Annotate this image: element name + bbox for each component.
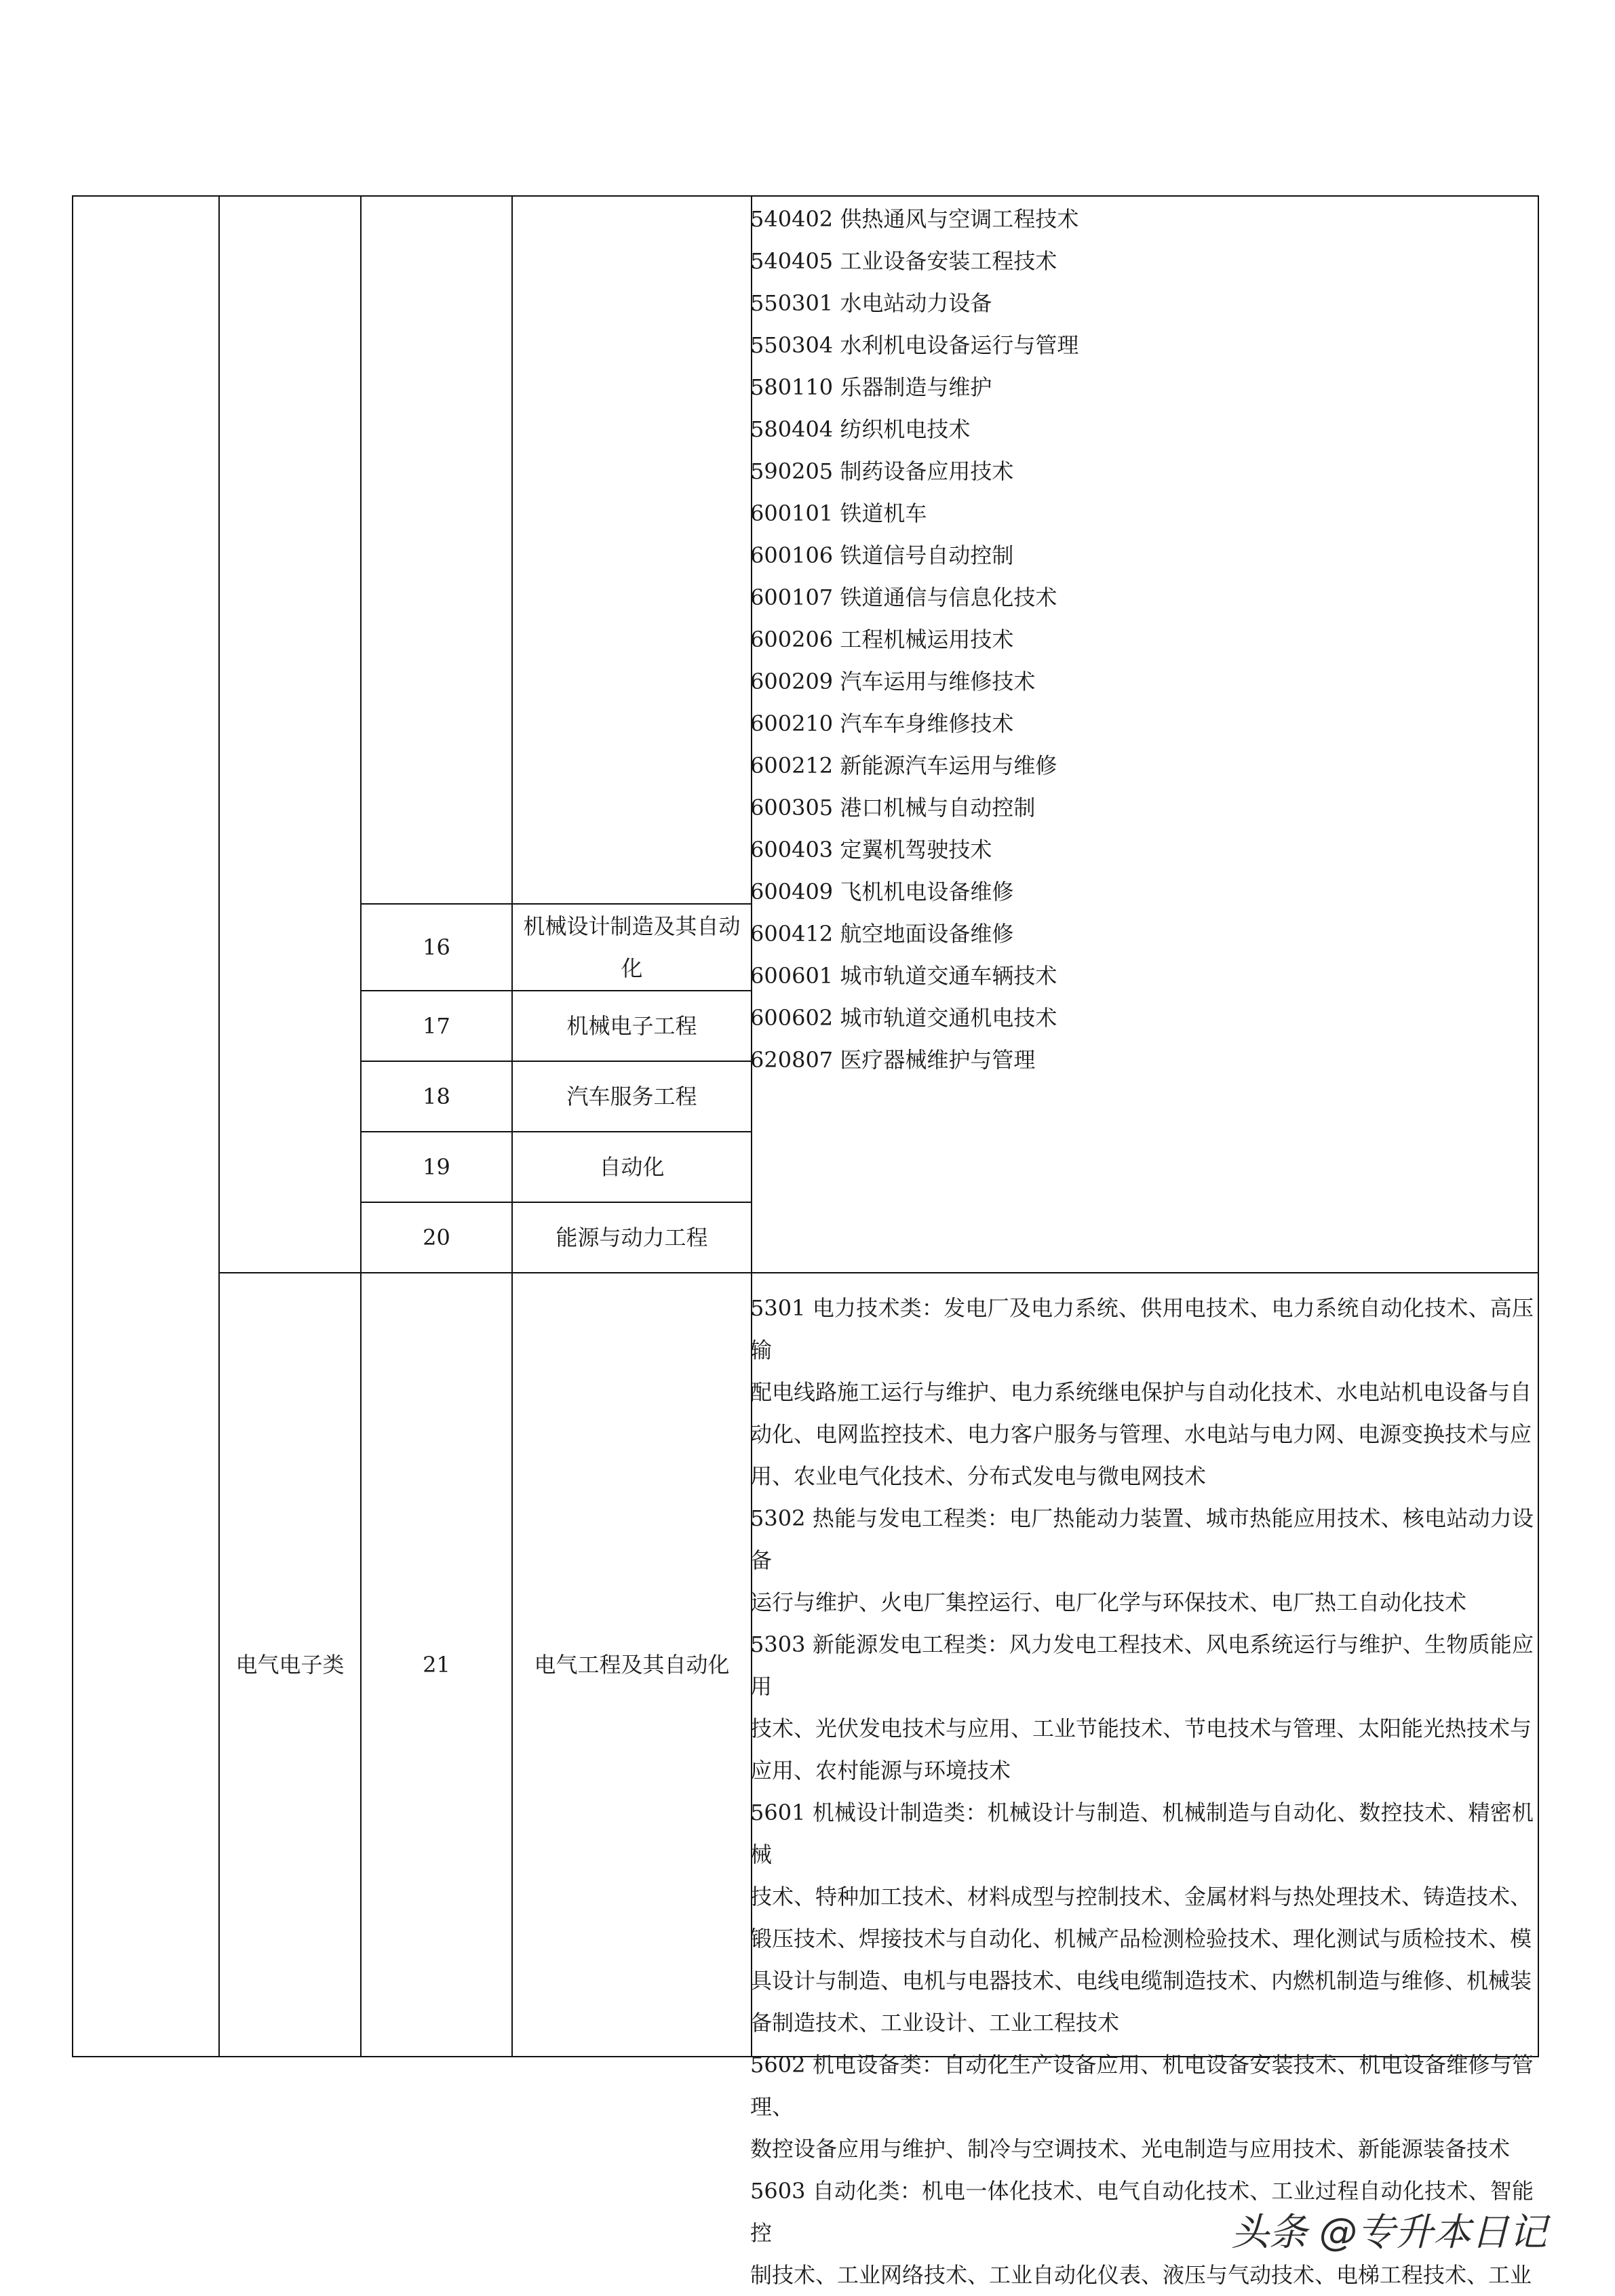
- program-text-line: 5602 机电设备类：自动化生产设备应用、机电设备安装技术、机电设备维修与管理、: [750, 2052, 1534, 2120]
- program-item: 620807 医疗器械维护与管理: [750, 1047, 1036, 1073]
- major-name-line: 化: [621, 955, 643, 981]
- row-number: 16: [423, 934, 450, 960]
- row-number: 19: [423, 1154, 450, 1180]
- program-text-line: 用、农业电气化技术、分布式发电与微电网技术: [750, 1463, 1207, 1489]
- program-item: 600206 工程机械运用技术: [750, 627, 1014, 652]
- program-item: 600209 汽车运用与维修技术: [750, 669, 1036, 694]
- program-item: 600409 飞机机电设备维修: [750, 879, 1014, 905]
- program-text-line: 技术、光伏发电技术与应用、工业节能技术、节电技术与管理、太阳能光热技术与: [750, 1716, 1532, 1741]
- major-name-line: 机械设计制造及其自动: [523, 913, 741, 939]
- program-item: 600106 铁道信号自动控制: [750, 542, 1014, 568]
- watermark: 头条 @专升本日记: [1231, 2211, 1547, 2255]
- program-item: 590205 制药设备应用技术: [750, 458, 1014, 484]
- row-number: 18: [423, 1084, 450, 1109]
- program-text-line: 锻压技术、焊接技术与自动化、机械产品检测检验技术、理化测试与质检技术、模: [750, 1926, 1532, 1952]
- program-item: 600412 航空地面设备维修: [750, 921, 1014, 947]
- program-text-line: 技术、特种加工技术、材料成型与控制技术、金属材料与热处理技术、铸造技术、: [750, 1884, 1532, 1909]
- table-border-right: [1538, 195, 1539, 2057]
- program-item: 550301 水电站动力设备: [750, 290, 992, 316]
- program-text-line: 5303 新能源发电工程类：风力发电工程技术、风电系统运行与维护、生物质能应用: [750, 1631, 1534, 1699]
- category-name: 电气电子类: [235, 1652, 345, 1678]
- program-text-line: 5601 机械设计制造类：机械设计与制造、机械制造与自动化、数控技术、精密机械: [750, 1800, 1534, 1867]
- program-item: 600210 汽车车身维修技术: [750, 711, 1014, 736]
- major-name: 自动化: [599, 1154, 665, 1180]
- row-number: 20: [423, 1225, 450, 1250]
- program-item: 540405 工业设备安装工程技术: [750, 248, 1057, 274]
- upper-program-list: [750, 198, 1534, 1081]
- program-item: 540402 供热通风与空调工程技术: [750, 206, 1079, 232]
- program-item: 550304 水利机电设备运行与管理: [750, 332, 1079, 358]
- program-item: 600601 城市轨道交通车辆技术: [750, 963, 1057, 989]
- program-text-line: 数控设备应用与维护、制冷与空调技术、光电制造与应用技术、新能源装备技术: [750, 2136, 1511, 2162]
- program-item: 580404 纺织机电技术: [750, 416, 971, 442]
- program-item: 600107 铁道通信与信息化技术: [750, 585, 1057, 610]
- program-text-line: 配电线路施工运行与维护、电力系统继电保护与自动化技术、水电站机电设备与自: [750, 1379, 1532, 1405]
- program-text-line: 动化、电网监控技术、电力客户服务与管理、水电站与电力网、电源变换技术与应: [750, 1421, 1532, 1447]
- program-text-line: 应用、农村能源与环境技术: [750, 1758, 1011, 1783]
- major-name: 机械电子工程: [566, 1013, 697, 1039]
- program-item: 600602 城市轨道交通机电技术: [750, 1005, 1057, 1031]
- major-name: 能源与动力工程: [556, 1225, 708, 1250]
- related-programs-text: [750, 1287, 1534, 2296]
- program-item: 600305 港口机械与自动控制: [750, 795, 1036, 820]
- program-item: 600101 铁道机车: [750, 500, 927, 526]
- row-number: 17: [423, 1013, 450, 1039]
- major-name: 汽车服务工程: [566, 1084, 697, 1109]
- program-text-line: 运行与维护、火电厂集控运行、电厂化学与环保技术、电厂热工自动化技术: [750, 1589, 1467, 1615]
- program-item: 600403 定翼机驾驶技术: [750, 837, 992, 863]
- major-name: [513, 905, 751, 990]
- program-text-line: 5302 热能与发电工程类：电厂热能动力装置、城市热能应用技术、核电站动力设备: [750, 1505, 1534, 1573]
- row-number: 21: [423, 1652, 450, 1678]
- major-name: 电气工程及其自动化: [534, 1652, 730, 1678]
- table-border-top: [72, 195, 1539, 197]
- program-text-line: 具设计与制造、电机与电器技术、电线电缆制造技术、内燃机制造与维修、机械装: [750, 1968, 1532, 1994]
- table-border-left: [72, 195, 73, 2057]
- program-text-line: 5603 自动化类：机电一体化技术、电气自动化技术、工业过程自动化技术、智能控: [750, 2178, 1534, 2246]
- program-item: 580110 乐器制造与维护: [750, 374, 992, 400]
- program-text-line: 5301 电力技术类：发电厂及电力系统、供用电技术、电力系统自动化技术、高压输: [750, 1295, 1534, 1363]
- program-text-line: 备制造技术、工业设计、工业工程技术: [750, 2010, 1120, 2036]
- program-item: 600212 新能源汽车运用与维修: [750, 753, 1057, 778]
- program-text-line: 制技术、工业网络技术、工业自动化仪表、液压与气动技术、电梯工程技术、工业: [750, 2262, 1532, 2288]
